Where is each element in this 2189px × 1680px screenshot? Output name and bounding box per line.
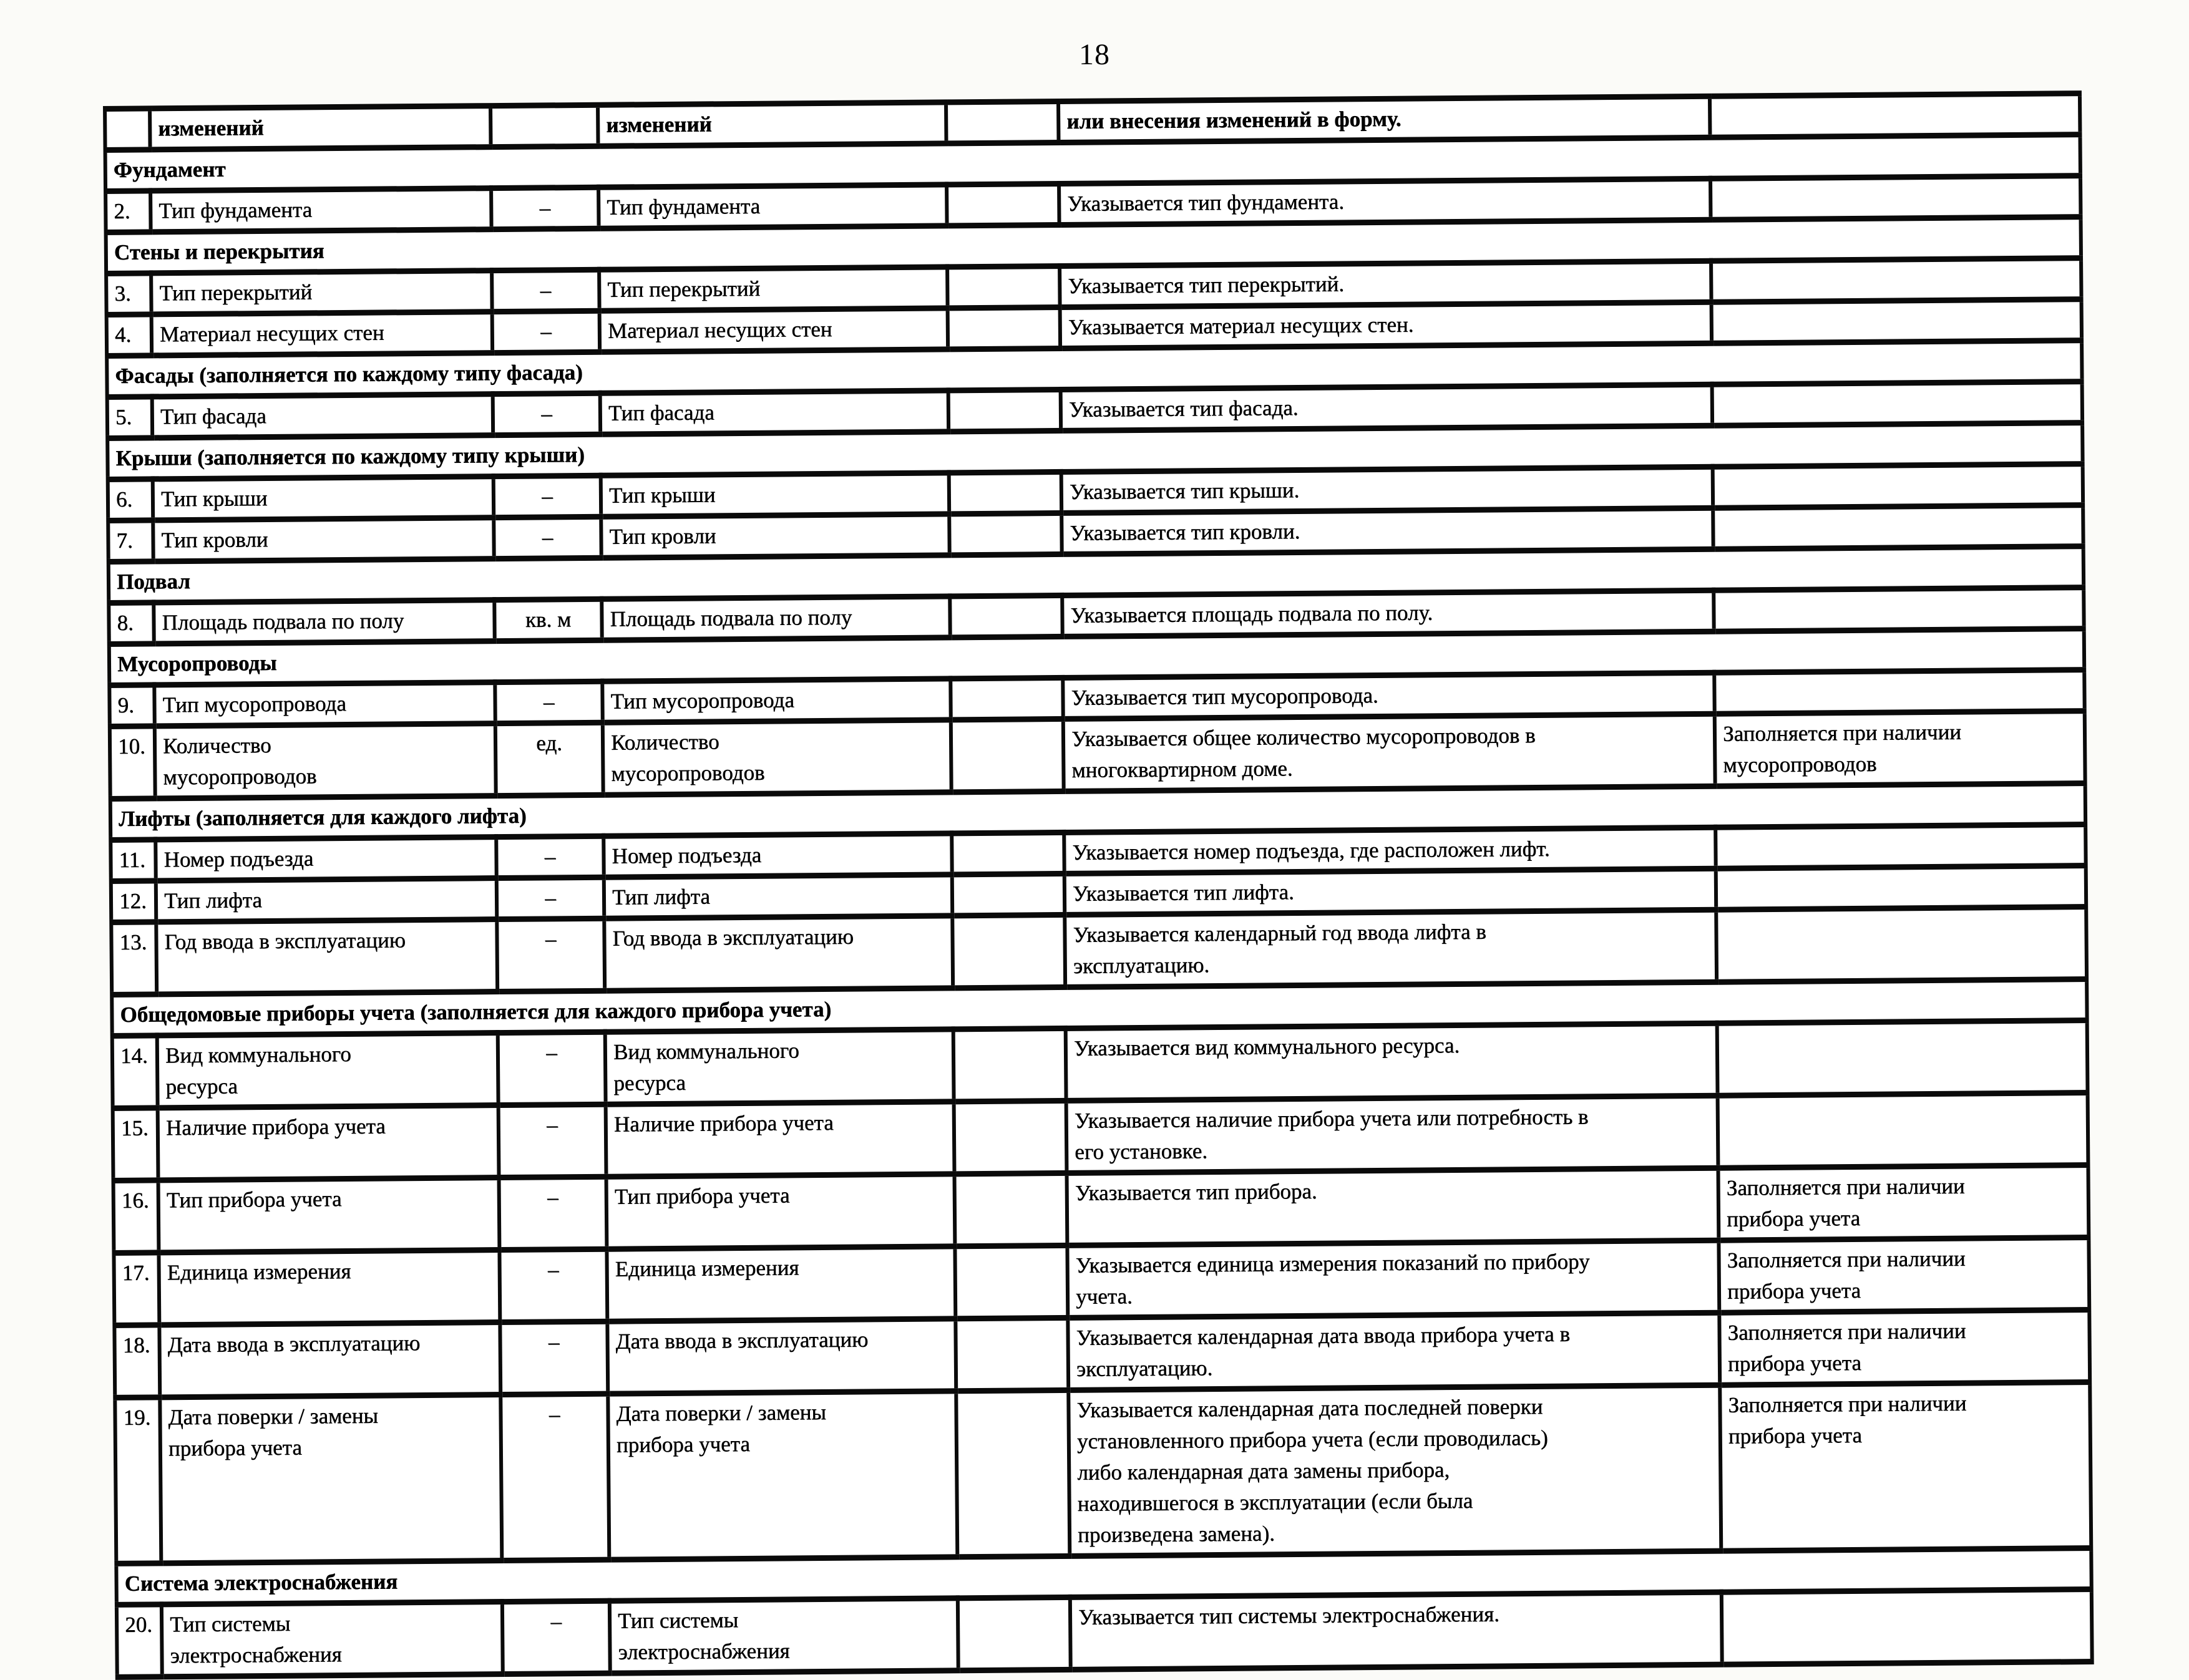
value-cell (947, 266, 1060, 308)
value-cell (948, 307, 1061, 349)
note-cell (1717, 1021, 2088, 1096)
row-number-cell: 3. (106, 273, 152, 315)
row-number-cell: 11. (110, 840, 156, 881)
parameter-name-cell: Год ввода в эксплуатацию (156, 920, 497, 994)
section-header: Мусоропроводы (109, 629, 2084, 686)
value-cell (949, 513, 1062, 555)
unit-cell: – (496, 836, 604, 878)
table-rotation-wrapper (103, 90, 2094, 1680)
value-cell (950, 677, 1063, 719)
row-number-cell: 17. (114, 1253, 159, 1326)
unit-cell: – (493, 393, 601, 435)
unit-cell: – (502, 1601, 610, 1674)
note-cell (1713, 464, 2084, 508)
section-header: Лифты (заполняется для каждого лифта) (110, 784, 2085, 840)
parameter-name-cell: Тип прибора учета (158, 1178, 500, 1253)
value-cell (958, 1597, 1071, 1670)
parameter-name-cell: Тип кровли (153, 518, 494, 561)
parameter-name-repeat-cell: Год ввода в эксплуатацию (604, 916, 953, 991)
parameter-name-cell: Тип фасада (152, 394, 494, 438)
unit-cell: – (499, 1104, 607, 1177)
description-cell: Указывается тип крыши. (1061, 467, 1713, 513)
unit-cell: – (494, 475, 602, 517)
unit-cell (490, 105, 598, 147)
parameter-name-repeat-cell: Тип кровли (601, 514, 950, 558)
parameter-name-cell: Номер подъезда (155, 837, 497, 881)
note-cell (1710, 94, 2080, 138)
parameter-name-repeat-cell: Тип фасада (600, 391, 949, 434)
parameter-name-repeat-cell: Тип прибора учета (607, 1174, 955, 1249)
description-cell: Указывается материал несущих стен. (1060, 302, 1712, 348)
parameter-name-cell: Количество мусоропроводов (155, 724, 496, 799)
unit-cell: – (492, 311, 600, 352)
section-header: Крыши (заполняется по каждому типу крыши) (107, 423, 2082, 480)
row-number-cell: 16. (114, 1180, 159, 1253)
note-cell: Заполняется при наличии прибора учета (1718, 1165, 2089, 1241)
value-cell (956, 1390, 1070, 1556)
parameter-name-repeat-cell: Вид коммунального ресурса (605, 1029, 954, 1104)
row-number-cell (105, 109, 150, 150)
description-cell: Указывается тип лифта. (1065, 868, 1716, 915)
section-header: Система электроснабжения (116, 1548, 2091, 1605)
row-number-cell: 15. (113, 1108, 158, 1181)
parameter-name-repeat-cell: Единица измерения (607, 1246, 955, 1321)
parameter-name-cell: Тип лифта (156, 878, 497, 922)
unit-cell: – (495, 681, 603, 723)
row-number-cell: 6. (108, 479, 154, 521)
unit-cell: ед. (495, 722, 603, 795)
value-cell (954, 1100, 1067, 1173)
note-cell: Заполняется при наличии прибора учета (1719, 1310, 2090, 1386)
note-cell (1718, 1093, 2089, 1168)
parameter-name-repeat-cell: Дата ввода в эксплуатацию (607, 1319, 956, 1394)
row-number-cell: 19. (115, 1397, 161, 1564)
parameter-name-repeat-cell: Дата поверки / замены прибора учета (608, 1391, 957, 1560)
description-cell: Указывается календарная дата последней поверки установленного прибора учета (если проводилась) либо календарная дата замены прибора, находившегося в эксплуатации (если была произведена замена). (1068, 1385, 1721, 1556)
parameter-name-cell: Материал несущих стен (152, 312, 493, 356)
parameter-name-cell: Вид коммунального ресурса (157, 1033, 499, 1108)
value-cell (950, 595, 1063, 637)
value-cell (955, 1318, 1068, 1391)
unit-cell: – (497, 918, 605, 991)
unit-cell: – (494, 517, 602, 558)
value-cell (949, 472, 1062, 513)
parameter-name-repeat-cell: Материал несущих стен (600, 308, 948, 352)
building-characteristics-table (103, 90, 2094, 1680)
note-cell (1722, 1590, 2092, 1665)
parameter-name-repeat-cell: Тип лифта (604, 875, 953, 918)
description-cell: Указывается тип фасада. (1061, 384, 1712, 430)
parameter-name-repeat-cell: Тип мусоропровода (602, 679, 951, 722)
parameter-name-repeat-cell: Площадь подвала по полу (602, 596, 950, 640)
row-number-cell: 13. (111, 922, 157, 995)
description-cell: Указывается тип мусоропровода. (1063, 672, 1714, 719)
parameter-name-cell: Тип перекрытий (151, 271, 492, 314)
parameter-name-repeat-cell: Тип системы электроснабжения (610, 1598, 958, 1673)
parameter-name-repeat-cell: Количество мусоропроводов (603, 720, 952, 795)
unit-cell: кв. м (494, 599, 602, 641)
unit-cell: – (500, 1394, 609, 1560)
description-cell: Указывается тип прибора. (1066, 1168, 1719, 1245)
value-cell (952, 873, 1065, 915)
unit-cell: – (497, 877, 605, 919)
parameter-name-cell: Единица измерения (158, 1250, 500, 1325)
parameter-name-repeat-cell: Тип крыши (601, 473, 950, 517)
note-cell: Заполняется при наличии мусоропроводов (1715, 711, 2085, 787)
note-cell (1711, 258, 2082, 303)
description-cell: Указывается общее количество мусоропроводов в многоквартирном доме. (1063, 714, 1715, 791)
value-cell (952, 832, 1065, 874)
description-cell: Указывается тип системы электроснабжения. (1070, 1592, 1722, 1669)
value-cell (946, 101, 1059, 143)
row-number-cell: 5. (107, 397, 153, 439)
description-cell: Указывается наличие прибора учета или потребность в его установке. (1066, 1095, 1719, 1173)
row-number-cell: 14. (112, 1036, 158, 1109)
parameter-name-cell: Дата поверки / замены прибора учета (160, 1395, 502, 1563)
parameter-name-cell: Тип фундамента (150, 188, 492, 232)
unit-cell: – (499, 1249, 607, 1322)
value-cell (952, 915, 1065, 988)
row-number-cell: 9. (109, 685, 155, 727)
note-cell (1714, 588, 2084, 632)
description-cell: Указывается площадь подвала по полу. (1062, 590, 1714, 636)
description-cell: Указывается вид коммунального ресурса. (1066, 1023, 1718, 1100)
value-cell (953, 1028, 1066, 1101)
row-number-cell: 7. (108, 520, 154, 562)
description-cell: Указывается тип перекрытий. (1060, 261, 1711, 307)
parameter-name-repeat-cell: Номер подъезда (603, 833, 952, 877)
value-cell (947, 183, 1060, 225)
unit-cell: – (500, 1321, 608, 1394)
row-number-cell: 12. (111, 881, 157, 923)
table-row (117, 1590, 2092, 1678)
parameter-name-cell: Тип системы электроснабжения (162, 1602, 503, 1677)
row-number-cell: 2. (105, 191, 151, 233)
parameter-name-cell: Площадь подвала по полу (154, 600, 495, 644)
parameter-name-repeat-cell: Наличие прибора учета (606, 1102, 955, 1177)
description-cell: Указывается календарная дата ввода прибора учета в эксплуатацию. (1068, 1313, 1720, 1390)
parameter-name-repeat-cell: изменений (598, 102, 947, 146)
unit-cell: – (499, 1177, 607, 1250)
row-number-cell: 20. (117, 1605, 162, 1678)
parameter-name-repeat-cell: Тип фундамента (598, 185, 947, 228)
description-cell: или внесения изменений в форму. (1058, 96, 1710, 142)
note-cell (1710, 176, 2081, 220)
parameter-name-cell: Тип мусоропровода (154, 682, 495, 726)
unit-cell: – (498, 1032, 606, 1105)
row-number-cell: 8. (109, 603, 154, 644)
note-cell (1716, 866, 2087, 910)
page-number: 18 (1079, 38, 1110, 71)
row-number-cell: 10. (110, 726, 155, 799)
description-cell: Указывается календарный год ввода лифта в эксплуатацию. (1065, 910, 1717, 987)
unit-cell: – (491, 187, 599, 229)
note-cell (1714, 670, 2085, 714)
description-cell: Указывается тип кровли. (1061, 508, 1713, 554)
description-cell: Указывается тип фундамента. (1059, 178, 1710, 225)
value-cell (948, 389, 1061, 431)
table-body (105, 94, 2092, 1678)
unit-cell: – (492, 269, 600, 311)
value-cell (954, 1173, 1067, 1246)
parameter-name-cell: изменений (150, 106, 491, 150)
note-cell: Заполняется при наличии прибора учета (1720, 1382, 2091, 1551)
value-cell (951, 719, 1064, 792)
section-header: Общедомовые приборы учета (заполняется для каждого прибора учета) (112, 979, 2087, 1036)
note-cell (1715, 825, 2086, 869)
description-cell: Указывается единица измерения показаний по прибору учета. (1067, 1240, 1719, 1318)
table-row (115, 1382, 2091, 1564)
note-cell (1712, 382, 2083, 426)
description-cell: Указывается номер подъезда, где расположен лифт. (1064, 827, 1715, 873)
parameter-name-repeat-cell: Тип перекрытий (599, 267, 948, 311)
note-cell (1712, 299, 2082, 344)
parameter-name-cell: Наличие прибора учета (158, 1105, 499, 1180)
value-cell (955, 1245, 1068, 1318)
parameter-name-cell: Дата ввода в эксплуатацию (159, 1323, 500, 1397)
note-cell (1716, 907, 2087, 983)
parameter-name-cell: Тип крыши (153, 477, 494, 520)
row-number-cell: 18. (114, 1325, 160, 1398)
note-cell (1713, 505, 2084, 550)
section-header: Фасады (заполняется по каждому типу фасада) (107, 341, 2082, 397)
note-cell: Заполняется при наличии прибора учета (1719, 1238, 2089, 1313)
section-header: Стены и перекрытия (106, 217, 2081, 274)
section-header: Фундамент (105, 135, 2080, 192)
section-header: Подвал (109, 546, 2084, 603)
row-number-cell: 4. (107, 314, 152, 356)
